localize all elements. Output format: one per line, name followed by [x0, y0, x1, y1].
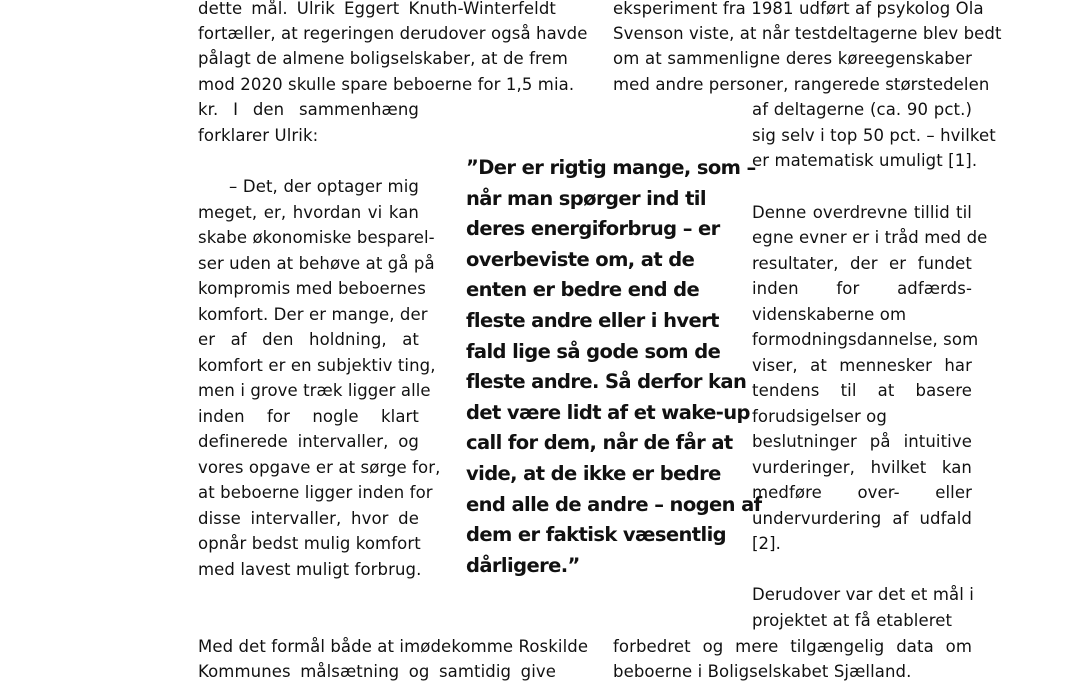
- col1-line: kompromis med beboernes: [198, 279, 426, 298]
- col1-line: med lavest muligt forbrug.: [198, 560, 422, 579]
- col1-line: men i grove træk ligger alle: [198, 381, 431, 400]
- col1-line: vores opgave er at sørge for,: [198, 458, 441, 477]
- col2-line: beslutninger på intuitive: [752, 432, 972, 451]
- col1-line: komfort er en subjektiv ting,: [198, 356, 436, 375]
- col1-line: skabe økonomiske besparel-: [198, 228, 435, 247]
- col2-line: undervurdering af udfald: [752, 509, 972, 528]
- col2-line: Denne overdrevne tillid til: [752, 203, 972, 222]
- col2-line: om at sammenligne deres køreegenskaber: [613, 49, 972, 68]
- col2-line: tendens til at basere: [752, 381, 972, 400]
- col2-line: [2].: [752, 534, 782, 553]
- pull-quote-line: det være lidt af et wake-up: [466, 401, 750, 424]
- pull-quote-line: fleste andre. Så derfor kan: [466, 370, 747, 393]
- pull-quote-line: overbeviste om, at de: [466, 248, 695, 271]
- pull-quote-line: fleste andre eller i hvert: [466, 309, 719, 332]
- col1-line: Med det formål både at imødekomme Roskilde: [198, 637, 589, 656]
- pull-quote-line: deres energiforbrug – er: [466, 217, 720, 240]
- pull-quote-line: dårligere.”: [466, 554, 580, 577]
- col1-line: kr. I den sammenhæng: [198, 100, 419, 119]
- col2-line: formodningsdannelse, som: [752, 330, 979, 349]
- pull-quote-line: end alle de andre – nogen af: [466, 493, 762, 516]
- pull-quote-line: dem er faktisk væsentlig: [466, 523, 727, 546]
- col1-line: er af den holdning, at: [198, 330, 419, 349]
- col1-line: fortæller, at regeringen derudover også havde: [198, 24, 588, 43]
- col1-line: inden for nogle klart: [198, 407, 419, 426]
- col1-line: komfort. Der er mange, der: [198, 305, 428, 324]
- col1-line: definerede intervaller, og: [198, 432, 419, 451]
- col2-line: viser, at mennesker har: [752, 356, 972, 375]
- col2-line: forbedret og mere tilgængelig data om: [613, 637, 972, 656]
- col1-line: ser uden at behøve at gå på: [198, 254, 435, 273]
- col2-line: med andre personer, rangerede størstedelen: [613, 75, 990, 94]
- col2-line: inden for adfærds-: [752, 279, 972, 298]
- col1-line: opnår bedst mulig komfort: [198, 534, 421, 553]
- col2-line: eksperiment fra 1981 udført af psykolog Ola: [613, 0, 984, 18]
- col2-line: forudsigelser og: [752, 407, 887, 426]
- col1-line: – Det, der optager mig: [229, 177, 419, 196]
- col1-line: pålagt de almene boligselskaber, at de frem: [198, 49, 568, 68]
- pull-quote-line: ”Der er rigtig mange, som –: [466, 156, 756, 179]
- pull-quote-line: call for dem, når de får at: [466, 431, 733, 454]
- pull-quote-line: fald lige så gode som de: [466, 340, 721, 363]
- col2-line: af deltagerne (ca. 90 pct.): [752, 100, 972, 119]
- col1-line: meget, er, hvordan vi kan: [198, 203, 419, 222]
- col2-line: egne evner er i tråd med de: [752, 228, 988, 247]
- col2-line: resultater, der er fundet: [752, 254, 972, 273]
- col2-line: projektet at få etableret: [752, 611, 953, 630]
- col2-line: Svenson viste, at når testdeltagerne blev bedt: [613, 24, 1002, 43]
- col1-line: at beboerne ligger inden for: [198, 483, 433, 502]
- col1-line: dette mål. Ulrik Eggert Knuth-Winterfeldt: [198, 0, 556, 18]
- col2-line: sig selv i top 50 pct. – hvilket: [752, 126, 996, 145]
- pull-quote-line: enten er bedre end de: [466, 278, 700, 301]
- col2-line: er matematisk umuligt [1].: [752, 151, 978, 170]
- col1-line: forklarer Ulrik:: [198, 126, 319, 145]
- col2-line: medføre over- eller: [752, 483, 972, 502]
- col1-line: mod 2020 skulle spare beboerne for 1,5 mia.: [198, 75, 575, 94]
- col2-line: vurderinger, hvilket kan: [752, 458, 972, 477]
- col1-line: Kommunes målsætning og samtidig give: [198, 662, 556, 681]
- col2-line: videnskaberne om: [752, 305, 907, 324]
- pull-quote-line: når man spørger ind til: [466, 187, 706, 210]
- col1-line: disse intervaller, hvor de: [198, 509, 419, 528]
- col2-line: Derudover var det et mål i: [752, 585, 974, 604]
- pull-quote-line: vide, at de ikke er bedre: [466, 462, 721, 485]
- col2-line: beboerne i Boligselskabet Sjælland.: [613, 662, 912, 681]
